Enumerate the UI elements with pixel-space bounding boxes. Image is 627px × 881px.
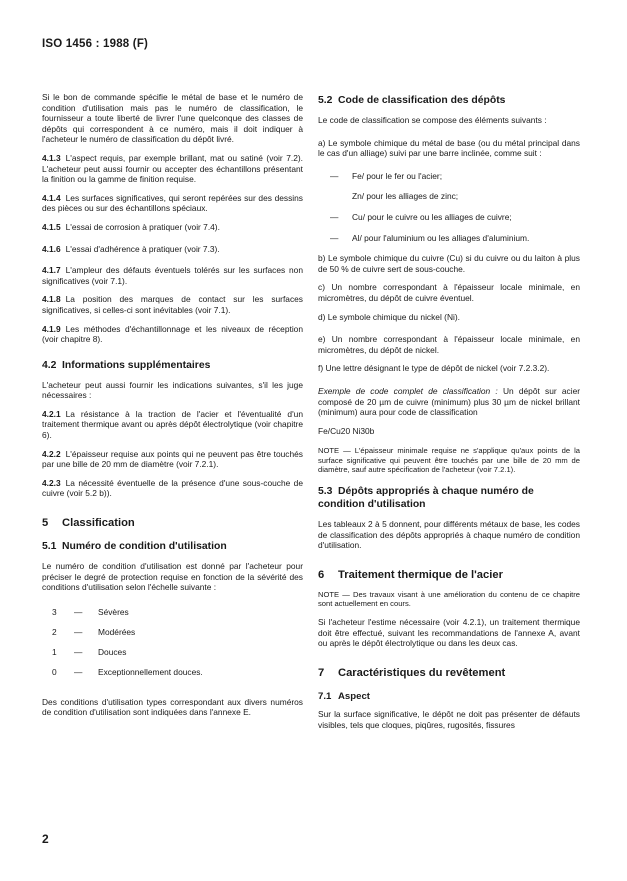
scale-row	[42, 607, 303, 627]
base-metal-item	[330, 212, 580, 223]
scale-dash: —	[74, 626, 83, 637]
clause-number: 4.1.9	[42, 323, 61, 334]
heading-5-2	[318, 94, 580, 107]
scale-label: Modérées	[98, 626, 136, 637]
example-code: Fe/Cu20 Ni30b	[318, 425, 375, 436]
example-text: Un dépôt sur acier composé de 20 µm de cuivre (minimum) plus 30 µm de nickel brillant (minimum) aura pour code de classification	[318, 385, 581, 418]
heading-5-3	[318, 485, 580, 511]
scale-dash: —	[74, 606, 83, 617]
scale-row	[42, 647, 303, 667]
clause-number: 4.2.2	[42, 448, 61, 459]
list-text: Fe/ pour le fer ou l'acier;	[352, 170, 443, 181]
heading-number: 5.3	[318, 486, 333, 498]
heading-number: 6	[318, 568, 325, 581]
s53-text: Les tableaux 2 à 5 donnent, pour différents métaux de base, les codes de classification des dépôts appropriés à chaque numéro de condition d'utilisation.	[318, 519, 580, 551]
clause-4-1-5	[42, 222, 303, 233]
clause-4-2-3	[42, 478, 303, 499]
s42-intro: L'acheteur peut aussi fournir les indications suivantes, s'il les juge nécessaires :	[42, 379, 303, 401]
heading-title: Dépôts appropriés à chaque numéro de condition d'utilisation	[318, 486, 534, 511]
heading-7	[318, 667, 580, 680]
s71-text: Sur la surface significative, le dépôt ne doit pas présenter de défauts visibles, tels que cloques, piqûres, rugosités, fissures	[318, 709, 580, 730]
clause-text: Les surfaces significatives, qui seront repérées sur des dessins des pièces ou sur des échantillons spéciaux.	[42, 192, 303, 214]
heading-5	[42, 517, 303, 530]
clause-text: L'aspect requis, par exemple brillant, mat ou satiné (voir 7.2). L'acheteur peut aussi fournir ou accepter des échantillons présentant la finition ou la gamme de finition requise.	[42, 152, 303, 185]
left-column	[42, 92, 303, 726]
note-thickness: NOTE — L'épaisseur minimale requise ne s'applique qu'aux points de la surface significative qui peuvent être touchés par une bille de 20 mm de diamètre, sauf autre spécification de l'acheteur (voir 7.2.1).	[318, 446, 580, 475]
scale-number: 1	[52, 646, 57, 657]
clause-text: L'épaisseur requise aux points qui ne peuvent pas être touchés par une bille de 20 mm de diamètre (voir 7.2.1).	[42, 448, 303, 470]
heading-title: Numéro de condition d'utilisation	[62, 541, 227, 553]
clause-number: 4.1.7	[42, 265, 61, 276]
clause-number: 4.1.3	[42, 152, 61, 163]
element-e: e) Un nombre correspondant à l'épaisseur locale minimale, en micromètres, du dépôt de nickel.	[318, 334, 580, 355]
heading-number: 5	[42, 517, 49, 530]
heading-number: 4.2	[42, 359, 57, 371]
heading-title: Classification	[62, 517, 135, 530]
clause-number: 4.1.8	[42, 294, 61, 305]
clause-4-1-7	[42, 265, 303, 286]
base-metal-item	[330, 171, 580, 182]
note-work-in-progress: NOTE — Des travaux visant à une amélioration du contenu de ce chapitre sont actuellement en cours.	[318, 589, 580, 609]
heading-title: Informations supplémentaires	[62, 359, 211, 371]
heading-title: Aspect	[338, 690, 370, 702]
scale-row	[42, 627, 303, 647]
heading-number: 7.1	[318, 690, 332, 702]
scale-row	[42, 667, 303, 687]
s51-text: Le numéro de condition d'utilisation est donné par l'acheteur pour préciser le degré de protection requise en fonction de la sévérité des conditions d'utilisation selon l'échelle suivante :	[42, 561, 303, 593]
classification-elements	[318, 138, 580, 374]
scale-label: Exceptionnellement douces.	[98, 666, 203, 677]
scale-number: 2	[52, 626, 57, 637]
list-dash: —	[330, 232, 339, 243]
heading-title: Code de classification des dépôts	[338, 95, 506, 106]
scale-number: 3	[52, 606, 57, 617]
element-c: c) Un nombre correspondant à l'épaisseur locale minimale, en micromètres, du dépôt de cuivre éventuel.	[318, 282, 580, 303]
scale-number: 0	[52, 666, 57, 677]
heading-6	[318, 569, 580, 582]
clause-4-1-8	[42, 294, 303, 315]
heading-4-2	[42, 359, 303, 372]
clause-4-2-2	[42, 449, 303, 470]
base-metal-item: Zn/ pour les alliages de zinc;	[352, 191, 459, 202]
clause-4-1-4	[42, 193, 303, 214]
scale-label: Sévères	[98, 606, 129, 617]
clause-4-1-3	[42, 153, 303, 185]
base-metal-list	[318, 171, 580, 243]
heading-title: Traitement thermique de l'acier	[338, 568, 503, 581]
heading-number: 5.1	[42, 541, 57, 553]
right-column	[318, 92, 580, 739]
list-dash: —	[330, 170, 339, 181]
clause-text: La position des marques de contact sur les surfaces significatives, si celles-ci sont inévitables (voir 7.1).	[42, 294, 303, 315]
clause-text: La résistance à la traction de l'acier et l'éventualité d'un traitement thermique avant ou après dépôt électrolytique (voir chapitre 6).	[42, 408, 303, 441]
intro-paragraph: Si le bon de commande spécifie le métal de base et le numéro de condition d'utilisation mais pas le numéro de classification, le fournisseur a toute liberté de livrer l'une quelconque des classes de dépôts qui correspondent à ce numéro, mais il doit indiquer à l'acheteur le numéro de classification du dépôt livré.	[42, 92, 303, 145]
s52-intro: Le code de classification se compose des éléments suivants :	[318, 115, 547, 125]
classification-example	[318, 386, 580, 418]
base-metal-item	[330, 233, 580, 244]
list-text: Al/ pour l'aluminium ou les alliages d'aluminium.	[352, 232, 530, 243]
clause-4-1-6	[42, 244, 303, 255]
condition-scale	[42, 607, 303, 687]
scale-label: Douces	[98, 646, 127, 657]
heading-7-1	[318, 692, 580, 703]
clause-number: 4.2.3	[42, 477, 61, 488]
scale-dash: —	[74, 646, 83, 657]
s6-text: Si l'acheteur l'estime nécessaire (voir 4.2.1), un traitement thermique doit être effectué, suivant les recommandations de l'annexe A, avant ou après le dépôt électrolytique ou dans les deux cas.	[318, 617, 580, 649]
clause-4-2-1	[42, 409, 303, 441]
clause-text: L'ampleur des défauts éventuels tolérés sur les surfaces non significatives (voir 7.1).	[42, 265, 303, 286]
list-text: Cu/ pour le cuivre ou les alliages de cuivre;	[352, 211, 512, 222]
heading-number: 7	[318, 666, 325, 679]
element-f: f) Une lettre désignant le type de dépôt de nickel (voir 7.2.3.2).	[318, 363, 550, 374]
example-label: Exemple de code complet de classification :	[318, 385, 498, 396]
clause-text: L'essai de corrosion à pratiquer (voir 7.4).	[65, 221, 220, 232]
heading-5-1	[42, 540, 303, 553]
element-a: a) Le symbole chimique du métal de base (ou du métal principal dans le cas d'un alliage) suivi par une barre inclinée, comme suit :	[318, 137, 580, 159]
list-dash: —	[330, 211, 339, 222]
clause-number: 4.1.6	[42, 243, 61, 254]
clause-text: La nécessité éventuelle de la présence d'une sous-couche de cuivre (voir 5.2 b)).	[42, 477, 303, 499]
clause-number: 4.1.4	[42, 192, 61, 203]
heading-number: 5.2	[318, 95, 333, 106]
clause-number: 4.1.5	[42, 221, 61, 232]
page-number: 2	[42, 832, 49, 846]
running-header: ISO 1456 : 1988 (F)	[42, 38, 149, 50]
element-d: d) Le symbole chimique du nickel (Ni).	[318, 311, 460, 322]
clause-number: 4.2.1	[42, 408, 61, 419]
clause-text: Les méthodes d'échantillonnage et les niveaux de réception (voir chapitre 8).	[42, 323, 303, 345]
element-b: b) Le symbole chimique du cuivre (Cu) si du cuivre ou du laiton à plus de 50 % de cuivre sert de sous-couche.	[318, 253, 580, 274]
clause-4-1-9	[42, 324, 303, 345]
clause-text: L'essai d'adhérence à pratiquer (voir 7.3).	[65, 243, 220, 254]
scale-dash: —	[74, 666, 83, 677]
s51-after: Des conditions d'utilisation types correspondant aux divers numéros de condition d'utilisation sont indiquées dans l'annexe E.	[42, 696, 303, 718]
heading-title: Caractéristiques du revêtement	[338, 666, 506, 679]
